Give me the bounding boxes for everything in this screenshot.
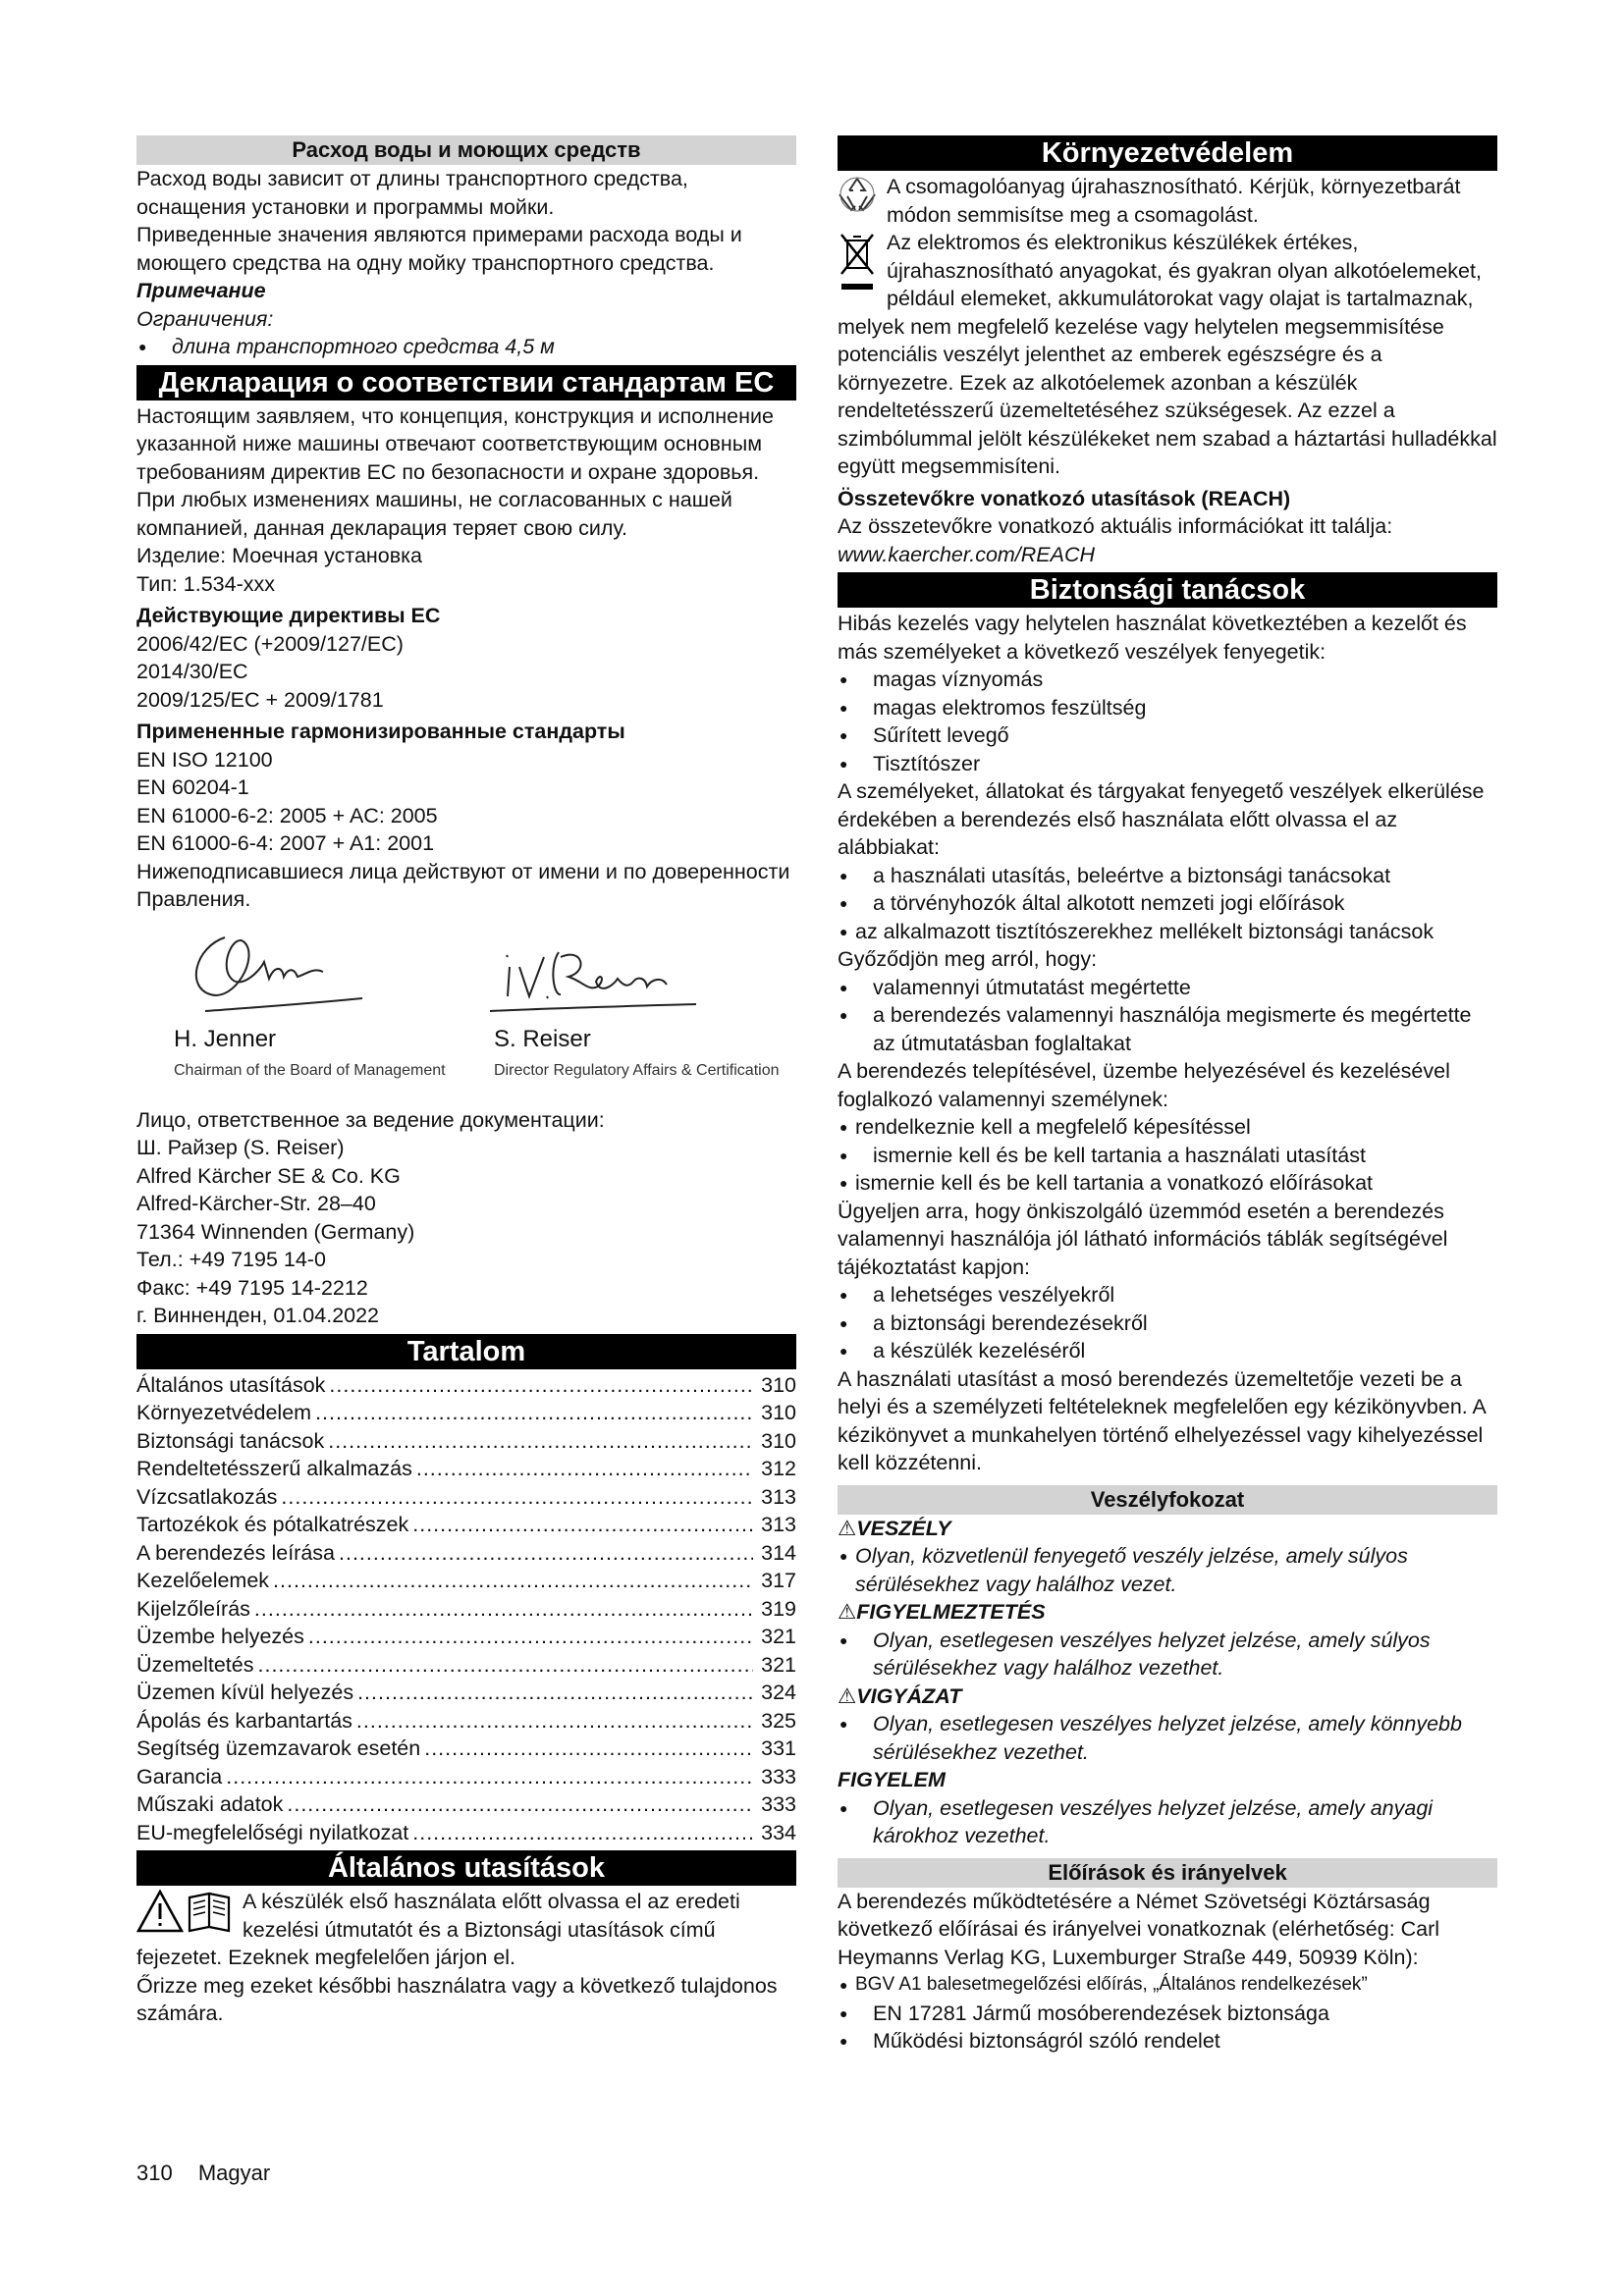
read-item: ● az alkalmazott tisztítószerekhez mellékelt biztonsági tanácsok: [838, 918, 1497, 946]
caution-label: ⚠VIGYÁZAT: [838, 1683, 962, 1708]
hazard-item: ● Tisztítószer: [838, 750, 1497, 778]
regs-item: ● BGV A1 balesetmegelőzési előírás, „Általános rendelkezések”: [838, 1971, 1497, 2000]
toc-item[interactable]: Tartozékok és pótalkatrészek ..... 313: [136, 1511, 796, 1539]
declaration-product: Изделие: Моечная установка: [136, 544, 422, 567]
safety-p1: Hibás kezelés vagy helytelen használat következtében a kezelőt és más személyeket a következő veszélyek fenyegetik:: [838, 612, 1467, 664]
doc-line: 71364 Winnenden (Germany): [136, 1219, 415, 1244]
toc-item[interactable]: Kezelőelemek ..... 317: [136, 1567, 796, 1595]
water-heading: Расход воды и моющих средств: [136, 135, 796, 165]
standard-item: EN 60204-1: [136, 775, 249, 799]
doc-line: г. Винненден, 01.04.2022: [136, 1304, 380, 1327]
reach-label: Összetevőkre vonatkozó utasítások (REACH): [838, 486, 1291, 510]
sig1-name: H. Jenner: [174, 1025, 277, 1052]
danger-heading: Veszélyfokozat: [838, 1485, 1497, 1515]
doc-line: Alfred Kärcher SE & Co. KG: [136, 1163, 401, 1188]
toc-item[interactable]: EU-megfelelőségi nyilatkozat ..... 334: [136, 1819, 796, 1847]
regs-heading: Előírások és irányelvek: [838, 1858, 1497, 1888]
toc-item[interactable]: Általános utasítások ..... 310: [136, 1371, 796, 1400]
warning-label: ⚠FIGYELMEZTETÉS: [838, 1600, 1046, 1624]
read-item: ● a használati utasítás, beleértve a biztonsági tanácsokat: [838, 862, 1497, 890]
left-column: [136, 133, 796, 2028]
doc-line: Alfred-Kärcher-Str. 28–40: [136, 1192, 376, 1215]
limit-item: ● длина транспортного средства 4,5 м: [136, 333, 796, 361]
warning-book-icon: [136, 1888, 233, 1943]
info-item: ● a készülék kezeléséről: [838, 1337, 1497, 1365]
toc-item[interactable]: Biztonsági tanácsok ..... 310: [136, 1427, 796, 1456]
toc-item[interactable]: Üzembe helyezés ..... 321: [136, 1623, 796, 1651]
regs-item: ● Működési biztonságról szóló rendelet: [838, 2027, 1497, 2056]
signature-jenner: [136, 918, 446, 1100]
safety-p3: Győződjön meg arról, hogy:: [838, 947, 1098, 971]
doc-line: Факс: +49 7195 14-2212: [136, 1275, 368, 1300]
standard-item: EN 61000-6-4: 2007 + A1: 2001: [136, 831, 435, 855]
safety-p5: Ügyeljen arra, hogy önkiszolgáló üzemmód esetén a berendezés valamennyi használója jól látható információs táblák segítségével tájékoztatást kapjon:: [838, 1199, 1448, 1279]
toc-list: [136, 1371, 796, 1847]
reach-text: Az összetevőkre vonatkozó aktuális információkat itt találja:: [838, 514, 1393, 538]
sig1-role: Chairman of the Board of Management: [174, 1061, 446, 1079]
safety-heading: Biztonsági tanácsok: [838, 572, 1497, 608]
safety-p4: A berendezés telepítésével, üzembe helyezésével és kezelésével foglalkozó valamennyi személynek:: [838, 1059, 1450, 1111]
ensure-item: ● valamennyi útmutatást megértette: [838, 974, 1497, 1002]
toc-item[interactable]: A berendezés leírása ..... 314: [136, 1539, 796, 1568]
person-item: ● ismernie kell és be kell tartania a vonatkozó előírásokat: [838, 1169, 1497, 1198]
recycle-icon: [838, 175, 877, 222]
notice-text: ● Olyan, esetlegesen veszélyes helyzet jelzése, amely anyagi károkhoz vezethet.: [838, 1794, 1497, 1850]
regs-item: ● EN 17281 Jármű mosóberendezések biztonsága: [838, 2000, 1497, 2028]
env-p1: A csomagolóanyag újrahasznosítható. Kérjük, környezetbarát módon semmisítse meg a csomagolást.: [887, 175, 1461, 227]
standards-label: Примененные гармонизированные стандарты: [136, 720, 625, 743]
toc-heading: Tartalom: [136, 1334, 796, 1369]
signature-reiser: [490, 918, 785, 1100]
safety-p2: A személyeket, állatokat és tárgyakat fenyegető veszélyek elkerülése érdekében a berendezés első használata előtt olvassa el az alábbiakat:: [838, 779, 1485, 859]
ensure-item: ● a berendezés valamennyi használója megismerte és megértette az útmutatásban foglaltakat: [838, 1001, 1497, 1057]
directive-item: 2014/30/EC: [136, 660, 248, 683]
page-number: 310: [136, 2161, 173, 2185]
toc-item[interactable]: Rendeltetésszerű alkalmazás ..... 312: [136, 1455, 796, 1483]
warning-text: ● Olyan, esetlegesen veszélyes helyzet jelzése, amely súlyos sérülésekhez vagy halálhoz vezethet.: [838, 1627, 1497, 1682]
danger-text: ● Olyan, közvetlenül fenyegető veszély jelzése, amely súlyos sérülésekhez vagy halálhoz vezet.: [838, 1542, 1497, 1598]
signature-jenner-mark: [166, 918, 421, 1026]
page-language: Magyar: [197, 2161, 271, 2185]
sig2-name: S. Reiser: [494, 1025, 591, 1052]
signature-reiser-mark: [490, 928, 706, 1036]
directives-label: Действующие директивы ЕС: [136, 604, 441, 627]
declaration-heading: Декларация о соответствии стандартам ЕС: [136, 365, 796, 400]
general-p1: A készülék első használata előtt olvassa el az eredeti kezelési útmutatót és a Biztonsági utasítások című fejezetet. Ezeknek megfelelően járjon el.: [136, 1890, 740, 1969]
standard-item: EN 61000-6-2: 2005 + AC: 2005: [136, 803, 438, 828]
directive-item: 2006/42/EC (+2009/127/EC): [136, 631, 404, 656]
toc-item[interactable]: Garancia ..... 333: [136, 1763, 796, 1791]
water-p2: Приведенные значения являются примерами расхода воды и моющего средства на одну мойку транспортного средства.: [136, 223, 742, 275]
toc-item[interactable]: Üzemeltetés ..... 321: [136, 1651, 796, 1680]
toc-item[interactable]: Környezetvédelem ..... 310: [136, 1399, 796, 1427]
person-item: ● ismernie kell és be kell tartania a használati utasítást: [838, 1142, 1497, 1170]
toc-item[interactable]: Műszaki adatok ..... 333: [136, 1790, 796, 1819]
doc-line: Лицо, ответственное за ведение документации:: [136, 1107, 605, 1132]
danger-label: ⚠VESZÉLY: [838, 1516, 951, 1540]
general-p2: Őrizze meg ezeket későbbi használatra vagy a következő tulajdonos számára.: [136, 1973, 778, 2025]
toc-item[interactable]: Üzemen kívül helyezés ..... 324: [136, 1679, 796, 1707]
hazard-item: ● magas víznyomás: [838, 666, 1497, 694]
signature-area: [136, 918, 796, 1100]
caution-text: ● Olyan, esetlegesen veszélyes helyzet jelzése, amely könnyebb sérülésekhez vezethet.: [838, 1710, 1497, 1766]
directive-item: 2009/125/EC + 2009/1781: [136, 687, 384, 712]
general-body: [136, 1888, 796, 2028]
safety-p6: A használati utasítást a mosó berendezés üzemeltetője vezeti be a helyi és a személyzeti feltételeknek megfelelően egy kézikönyvben. A kézikönyvet a munkahelyen történő elhelyezéssel vagy kihelyezéssel kell közzétenni.: [838, 1366, 1486, 1474]
env-p2: Az elektromos és elektronikus készülékek értékes, újrahasznosítható anyagokat, és gyakran olyan alkotóelemeket, például elemeket, akkumulátorokat vagy olajat is tartalmaznak, melyek nem megfelelő kezelése vagy helytelen megsemmisítése potenciális veszélyt jelenthet az emberek egészségre és a környezetre. Ezek az alkotóelemek azonban a készülék rendeltetésszerű üzemeltetéséhez szükségesek. Az ezzel a szimbólummal jelölt készülékeket nem szabad a háztartási hulladékkal együtt megsemmisíteni.: [838, 231, 1497, 478]
hazard-item: ● Sűrített levegő: [838, 721, 1497, 750]
toc-item[interactable]: Ápolás és karbantartás ..... 325: [136, 1707, 796, 1735]
limits-label: Ограничения:: [136, 306, 274, 331]
sig2-role: Director Regulatory Affairs & Certification: [494, 1061, 780, 1079]
general-heading: Általános utasítások: [136, 1850, 796, 1886]
person-item: ● rendelkeznie kell a megfelelő képesítéssel: [838, 1113, 1497, 1142]
page-footer: [136, 2160, 290, 2188]
env-weee-block: [838, 229, 1497, 481]
crossed-bin-icon: [838, 231, 877, 301]
signatories-text: Нижеподписавшиеся лица действуют от имени и по доверенности Правления.: [136, 859, 790, 911]
right-column: [838, 133, 1497, 2056]
note-label: Примечание: [136, 279, 266, 302]
regs-p1: A berendezés működtetésére a Német Szövetségi Köztársaság következő előírásai és irányelvei vonatkoznak (elérhetőség: Carl Heymanns Verlag KG, Luxemburger Straße 449, 50939 Köln):: [838, 1889, 1440, 1969]
info-item: ● a biztonsági berendezésekről: [838, 1309, 1497, 1338]
reach-url[interactable]: www.kaercher.com/REACH: [838, 542, 1096, 566]
read-item: ● a törvényhozók által alkotott nemzeti jogi előírások: [838, 889, 1497, 918]
toc-item[interactable]: Vízcsatlakozás ..... 313: [136, 1483, 796, 1512]
env-heading: Környezetvédelem: [838, 135, 1497, 171]
notice-label: FIGYELEM: [838, 1768, 946, 1791]
env-recycle-block: [838, 173, 1497, 229]
info-item: ● a lehetséges veszélyekről: [838, 1281, 1497, 1309]
water-p1: Расход воды зависит от длины транспортного средства, оснащения установки и программы мойки.: [136, 167, 688, 219]
toc-item[interactable]: Segítség üzemzavarok esetén ..... 331: [136, 1735, 796, 1763]
declaration-p1: Настоящим заявляем, что концепция, конструкция и исполнение указанной ниже машины отвечают соответствующим основным требованиям директив ЕС по безопасности и охране здоровья. При любых изменениях машины, не согласованных с нашей компанией, данная декларация теряет свою силу.: [136, 403, 774, 540]
toc-item[interactable]: Kijelzőleírás ..... 319: [136, 1595, 796, 1624]
doc-line: Тел.: +49 7195 14-0: [136, 1248, 326, 1271]
declaration-type: Тип: 1.534-xxx: [136, 571, 275, 596]
doc-line: Ш. Райзер (S. Reiser): [136, 1136, 345, 1159]
hazard-item: ● magas elektromos feszültség: [838, 694, 1497, 722]
standard-item: EN ISO 12100: [136, 747, 273, 772]
